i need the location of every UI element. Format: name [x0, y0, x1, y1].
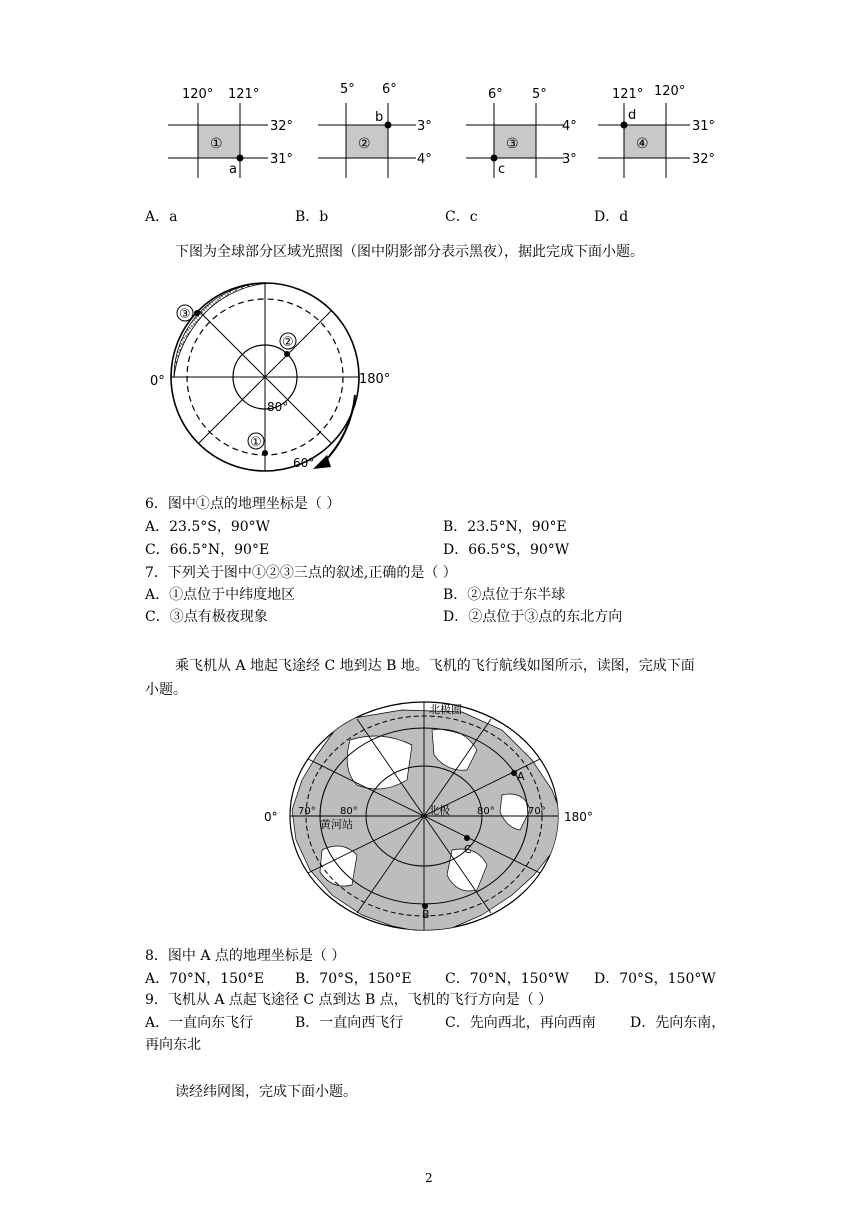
- svg-text:70°: 70°: [528, 806, 546, 817]
- svg-text:A: A: [517, 770, 525, 783]
- illumination-figure: [145, 275, 405, 475]
- grid-4: [598, 84, 715, 178]
- grid-figures: [150, 75, 750, 190]
- q7-option-b[interactable]: B．②点位于东半球: [443, 587, 566, 603]
- svg-text:①: ①: [250, 435, 262, 450]
- svg-text:北极圈: 北极圈: [429, 703, 462, 716]
- svg-text:121°: 121°: [612, 87, 644, 102]
- svg-text:c: c: [498, 162, 506, 177]
- q7-option-d[interactable]: D．②点位于③点的东北方向: [443, 609, 623, 625]
- q8-stem: 8．图中 A 点的地理坐标是（ ）: [145, 948, 346, 964]
- svg-text:120°: 120°: [182, 87, 214, 102]
- svg-text:3°: 3°: [562, 152, 577, 167]
- q5-option-d[interactable]: D．d: [594, 209, 629, 225]
- svg-text:31°: 31°: [692, 119, 716, 134]
- q9-option-a[interactable]: A．一直向东飞行: [145, 1015, 254, 1031]
- svg-text:黄河站: 黄河站: [320, 818, 353, 831]
- q6-option-b[interactable]: B．23.5°N，90°E: [443, 519, 567, 535]
- svg-text:②: ②: [282, 335, 294, 350]
- svg-text:4°: 4°: [562, 119, 577, 134]
- q9-option-c[interactable]: C．先向西北，再向西南: [445, 1015, 596, 1031]
- svg-text:B: B: [422, 908, 430, 921]
- svg-text:6°: 6°: [382, 82, 397, 97]
- svg-text:d: d: [628, 108, 637, 123]
- svg-text:0°: 0°: [150, 374, 165, 389]
- q9-stem: 9．飞机从 A 点起飞途径 C 点到达 B 点，飞机的飞行方向是（ ）: [145, 992, 553, 1008]
- q6-option-a[interactable]: A．23.5°S，90°W: [145, 519, 271, 535]
- svg-text:60°: 60°: [293, 456, 315, 470]
- svg-text:0°: 0°: [264, 810, 278, 824]
- q6-stem: 6．图中①点的地理坐标是（ ）: [145, 496, 341, 512]
- q8-option-c[interactable]: C．70°N，150°W: [445, 971, 569, 987]
- point-C: [464, 835, 470, 841]
- point-b: [385, 122, 392, 129]
- q7-stem: 7．下列关于图中①②③三点的叙述,正确的是（ ）: [145, 565, 457, 581]
- grid-3: [466, 87, 577, 178]
- svg-text:70°: 70°: [298, 806, 316, 817]
- rotation-arrow: [323, 395, 355, 463]
- q9-option-d[interactable]: D．先向东南，: [630, 1015, 726, 1031]
- q7-option-a[interactable]: A．①点位于中纬度地区: [145, 587, 296, 603]
- svg-text:a: a: [229, 162, 237, 177]
- svg-text:5°: 5°: [532, 87, 547, 102]
- svg-text:80°: 80°: [267, 400, 289, 414]
- q8-option-d[interactable]: D．70°S，150°W: [594, 971, 716, 987]
- intro-graticule: 读经纬网图，完成下面小题。: [175, 1084, 357, 1100]
- q5-option-b[interactable]: B．b: [295, 209, 329, 225]
- q5-option-a[interactable]: A．a: [145, 209, 178, 225]
- svg-text:③: ③: [506, 136, 519, 152]
- svg-text:②: ②: [358, 136, 371, 152]
- svg-text:31°: 31°: [270, 152, 294, 167]
- q6-option-c[interactable]: C．66.5°N，90°E: [145, 542, 270, 558]
- grid-1: [168, 87, 293, 178]
- svg-text:①: ①: [210, 136, 223, 152]
- point-d: [621, 122, 628, 129]
- point-c: [491, 155, 498, 162]
- q8-option-a[interactable]: A．70°N，150°E: [145, 971, 265, 987]
- svg-text:32°: 32°: [270, 119, 294, 134]
- svg-text:北极: 北极: [428, 804, 450, 817]
- svg-text:180°: 180°: [359, 372, 391, 387]
- q9-option-d-continued: 再向东北: [145, 1037, 201, 1053]
- svg-text:③: ③: [179, 307, 191, 322]
- intro-flight-1: 乘飞机从 A 地起飞途经 C 地到达 B 地。飞机的飞行航线如图所示，读图，完成下面: [175, 658, 695, 674]
- svg-text:4°: 4°: [417, 152, 432, 167]
- svg-text:b: b: [375, 110, 384, 125]
- svg-text:120°: 120°: [654, 84, 686, 99]
- page-number: 2: [425, 1171, 433, 1185]
- svg-text:5°: 5°: [340, 82, 355, 97]
- svg-text:180°: 180°: [564, 810, 593, 824]
- q7-option-c[interactable]: C．③点有极夜现象: [145, 609, 268, 625]
- svg-text:C: C: [464, 843, 472, 856]
- svg-text:④: ④: [636, 136, 649, 152]
- arctic-map: [262, 700, 602, 940]
- intro-flight-2: 小题。: [145, 682, 187, 698]
- grid-2: [318, 82, 432, 178]
- svg-text:3°: 3°: [417, 119, 432, 134]
- q6-option-d[interactable]: D．66.5°S，90°W: [443, 542, 570, 558]
- point-a: [237, 155, 244, 162]
- svg-text:80°: 80°: [477, 806, 495, 817]
- night-area: [174, 283, 269, 378]
- intro-illumination: 下图为全球部分区域光照图（图中阴影部分表示黑夜），据此完成下面小题。: [175, 244, 644, 260]
- svg-text:80°: 80°: [340, 806, 358, 817]
- q8-option-b[interactable]: B．70°S，150°E: [295, 971, 412, 987]
- svg-text:6°: 6°: [488, 87, 503, 102]
- svg-text:32°: 32°: [692, 152, 716, 167]
- q5-option-c[interactable]: C．c: [445, 209, 478, 225]
- q9-option-b[interactable]: B．一直向西飞行: [295, 1015, 404, 1031]
- svg-text:121°: 121°: [228, 87, 260, 102]
